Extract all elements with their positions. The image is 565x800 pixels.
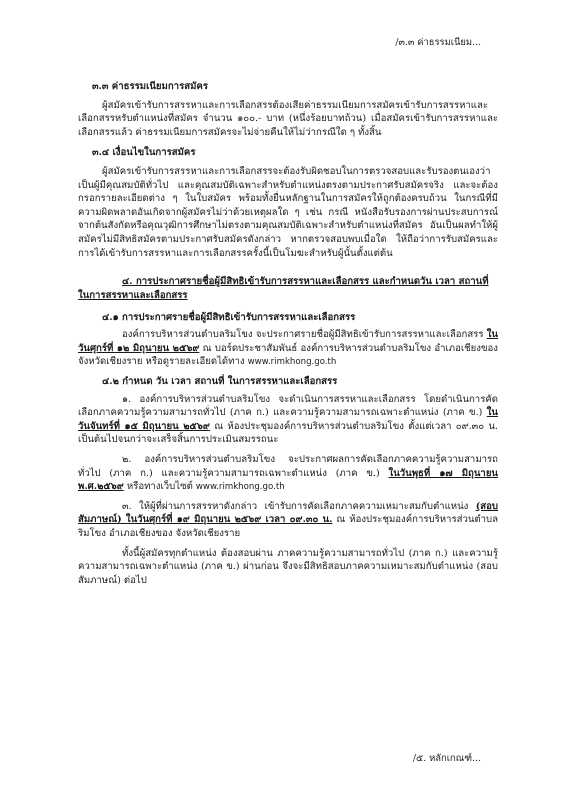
closing-note: ทั้งนี้ผู้สมัครทุกตำแหน่ง ต้องสอบผ่าน ภาคความรู้ความสามารถทั่วไป (ภาค ก.) และความรู้ความสามารถเฉพาะตำแหน่ง (ภาค ข.) ผ่านก่อน จึงจะมีสิทธิสอบภาคความเหมาะสมกับตำแหน่ง (สอบสัมภาษณ์) ต่อไป — [78, 547, 498, 586]
item-2-text-a: ๒. องค์การบริหารส่วนตำบลริมโขง จะประกาศผลการคัดเลือกภาคความรู้ความสามารถทั่วไป (ภาค ก.) และความรู้ความสามารถเฉพาะตำแหน่ง (ภาค ข.) — [78, 454, 498, 479]
item-1-text-a: ๑. องค์การบริหารส่วนตำบลริมโขง จะดำเนินการสรรหาและเลือกสรร โดยดำเนินการคัดเลือกภาคความรู้ความสามารถทั่วไป (ภาค ก.) และความรู้ความสามารถเฉพาะตำแหน่ง (ภาค ข.) — [78, 393, 498, 419]
item-2-text-b: หรือทางเว็บไซต์ — [126, 481, 193, 493]
section-4-1-heading — [102, 311, 498, 325]
item-3-text-b: ณ ห้องประชุมองค์การบริหารส่วนตำบลริมโขง อำเภอเชียงของ จังหวัดเชียงราย — [78, 514, 498, 540]
item-3 — [78, 500, 498, 541]
section-4-1-text-b: ณ บอร์ดประชาสัมพันธ์ องค์การบริหารส่วนตำบลริมโขง อำเภอเชียงของ จังหวัดเชียงราย หรือดูรายละเอียดได้ทาง — [78, 342, 498, 368]
interview-date: (สอบสัมภาษณ์) ในวันศุกร์ที่ ๑๙ มิถุนายน ๒๕๖๙ เวลา ๐๙.๓๐ น. — [78, 500, 498, 526]
item-2 — [78, 453, 498, 494]
continuation-footer: /๕. หลักเกณฑ์... — [412, 753, 481, 764]
result-date: ในวันพุธที่ ๑๗ มิถุนายน พ.ศ.๒๕๖๙ — [78, 467, 498, 493]
section-4-heading: ๔. การประกาศรายชื่อผู้มีสิทธิเข้ารับการสรรหาและเลือกสรร และกำหนดวัน เวลา สถานที่ในการสรรหาและเลือกสรร — [78, 276, 489, 301]
section-3-3-heading: ๓.๓ ค่าธรรมเนียมการสมัคร — [92, 81, 208, 92]
document-body — [78, 80, 498, 594]
section-4-1-text-a: องค์การบริหารส่วนตำบลริมโขง จะประกาศรายชื่อผู้มีสิทธิเข้ารับการสรรหาและเลือกสรร — [122, 329, 484, 341]
section-4-2-heading — [102, 375, 498, 389]
item-1 — [78, 393, 498, 447]
section-4-2-heading-text: ๔.๒ กำหนด วัน เวลา สถานที่ ในการสรรหาและเลือกสรร — [102, 375, 338, 387]
continuation-header: /๓.๓ ค่าธรรมเนียม... — [395, 37, 481, 48]
section-3-4-heading: ๓.๔ เงื่อนไขในการสมัคร — [92, 147, 196, 159]
exam-date: ในวันจันทร์ที่ ๑๕ มิถุนายน ๒๕๖๙ — [78, 407, 498, 432]
item-3-text-a: ๓. ให้ผู้ที่ผ่านการสรรหาดังกล่าว เข้ารับการคัดเลือกภาคความเหมาะสมกับตำแหน่ง — [122, 500, 469, 512]
section-3-4-body: ผู้สมัครเข้ารับการสรรหาและการเลือกสรรจะต้องรับผิดชอบในการตรวจสอบและรับรองตนเองว่าเป็นผู้มีคุณสมบัติทั่วไป และคุณสมบัติเฉพาะสำหรับตำแหน่งตรงตามประกาศรับสมัครจริง และจะต้องกรอกรายละเอียดต่าง ๆ ในใบสมัคร พร้อมทั้งยื่นหลักฐานในการสมัครให้ถูกต้องครบถ้วน ในกรณีที่มีความผิดพลาดอันเกิดจากผู้สมัครไม่ว่าด้วยเหตุผลใด ๆ เช่น กรณี หนังสือรับรองการผ่านประสบการณ์จากต้นสังกัดหรือคุณวุฒิการศึกษาไม่ตรงตามคุณสมบัติเฉพาะสำหรับตำแหน่งที่สมัคร อันเป็นผลทำให้ผู้สมัครไม่มีสิทธิสมัครตามประกาศรับสมัครดังกล่าว หากตรวจสอบพบเมื่อใด ให้ถือว่าการรับสมัครและการได้เข้ารับการสรรหาและการเลือกสรรครั้งนี้เป็นโมฆะสำหรับผู้นั้นตั้งแต่ต้น — [78, 166, 498, 259]
section-4-1-body — [78, 328, 498, 369]
spacer — [78, 267, 498, 275]
item-1-text-b: ณ ห้องประชุมองค์การบริหารส่วนตำบลริมโขง ตั้งแต่เวลา ๐๙.๓๐ น. เป็นต้นไปจนกว่าจะเสร็จสิ้นการประเมินสมรรถนะ — [78, 420, 498, 446]
section-4-1-heading-text: ๔.๑ การประกาศรายชื่อผู้มีสิทธิเข้ารับการสรรหาและเลือกสรร — [102, 311, 356, 323]
website-link[interactable]: www.rimkhong.go.th — [247, 357, 337, 368]
announce-date: ในวันศุกร์ที่ ๑๒ มิถุนายน ๒๕๖๙ — [78, 329, 498, 354]
website-link-2[interactable]: www.rimkhong.go.th — [195, 482, 285, 493]
section-3-3-body: ผู้สมัครเข้ารับการสรรหาและการเลือกสรรต้องเสียค่าธรรมเนียมการสมัครเข้ารับการสรรหาและเลือกสรรหรับตำแหน่งที่สมัคร จำนวน ๑๐๐.- บาท (หนึ่งร้อยบาทถ้วน) เมื่อสมัครเข้ารับการสรรหาและเลือกสรรแล้ว ค่าธรรมเนียมการสมัครจะไม่จ่ายคืนให้ไม่ว่ากรณีใด ๆ ทั้งสิ้น — [78, 99, 498, 138]
